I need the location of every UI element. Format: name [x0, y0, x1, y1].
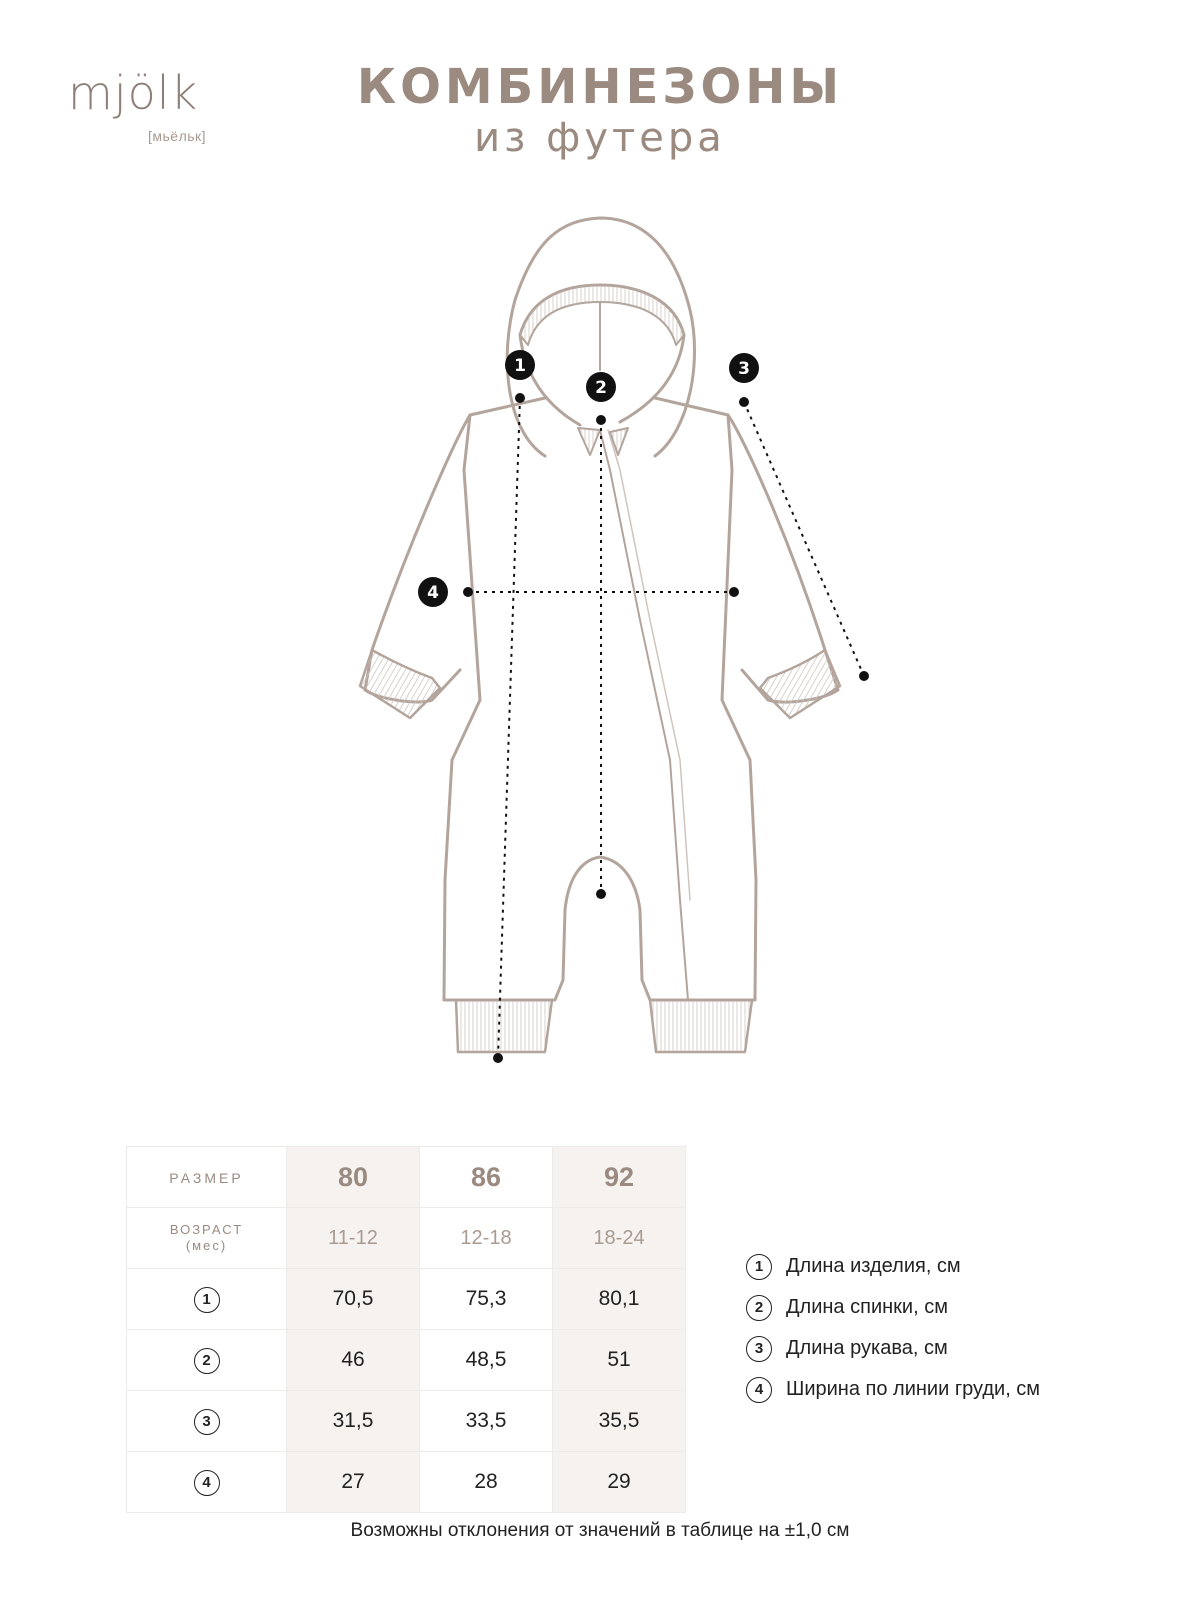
table-cell: 29: [553, 1452, 686, 1513]
legend-text: Длина изделия, см: [786, 1255, 961, 1277]
marker-3: [729, 353, 759, 383]
table-cell: 80,1: [553, 1269, 686, 1330]
age-header: [127, 1208, 287, 1269]
marker-2: [586, 372, 616, 402]
table-cell: 70,5: [287, 1269, 420, 1330]
size-value: 86: [470, 1161, 502, 1192]
marker-1: [505, 350, 535, 380]
table-cell: 46: [287, 1330, 420, 1391]
tolerance-note: Возможны отклонения от значений в таблице на ±1,0 см: [350, 1520, 850, 1541]
table-cell: 51: [553, 1330, 686, 1391]
size-cell: [420, 1147, 553, 1208]
age-value: 11-12: [328, 1227, 378, 1249]
table-cell: 75,3: [420, 1269, 553, 1330]
row-badge: 3: [194, 1409, 220, 1435]
legend-badge: 3: [746, 1336, 772, 1362]
size-table: [126, 1146, 686, 1513]
legend-item: [746, 1328, 1166, 1369]
hood-rib: [520, 285, 684, 345]
row-badge: 4: [194, 1470, 220, 1496]
row-marker: [127, 1330, 287, 1391]
table-row-ages: [127, 1208, 686, 1269]
legend-badge: 4: [746, 1377, 772, 1403]
right-leg-cuff: [650, 1000, 752, 1052]
table-cell: 28: [420, 1452, 553, 1513]
legend-item: [746, 1246, 1166, 1287]
marker-1-label: 1: [514, 356, 526, 376]
row-badge: 1: [194, 1287, 220, 1313]
marker-4: [418, 577, 448, 607]
table-cell: 35,5: [553, 1391, 686, 1452]
right-cuff: [760, 650, 840, 718]
size-cell: [553, 1147, 686, 1208]
age-label: ВОЗРАСТ: [169, 1222, 244, 1237]
size-header: [127, 1147, 287, 1208]
left-cuff: [360, 650, 440, 718]
age-cell: [553, 1208, 686, 1269]
table-cell: 48,5: [420, 1330, 553, 1391]
table-row: [127, 1391, 686, 1452]
marker-3-label: 3: [738, 359, 750, 379]
row-marker: [127, 1269, 287, 1330]
title-main: КОМБИНЕЗОНЫ: [356, 59, 844, 115]
row-marker: [127, 1452, 287, 1513]
legend-text: Ширина по линии груди, см: [786, 1378, 1041, 1400]
age-value: 18-24: [593, 1227, 645, 1249]
legend-badge: 2: [746, 1295, 772, 1321]
title-sub: из футера: [474, 115, 726, 161]
size-value: 80: [337, 1161, 369, 1192]
age-value: 12-18: [460, 1227, 512, 1249]
legend-text: Длина рукава, см: [786, 1337, 948, 1359]
brand-name: mjölk: [68, 66, 199, 120]
table-cell: 33,5: [420, 1391, 553, 1452]
legend-item: [746, 1369, 1166, 1410]
left-leg-cuff: [456, 1000, 552, 1052]
measure-line-3: [744, 402, 864, 676]
marker-2-label: 2: [595, 378, 607, 398]
measure-line-1: [498, 398, 520, 1058]
legend-badge: 1: [746, 1254, 772, 1280]
table-row: [127, 1330, 686, 1391]
marker-4-label: 4: [427, 583, 439, 603]
size-cell: [287, 1147, 420, 1208]
age-unit: (мес): [185, 1238, 228, 1253]
size-value: 92: [603, 1161, 635, 1192]
table-cell: 27: [287, 1452, 420, 1513]
table-row-sizes: [127, 1147, 686, 1208]
legend-item: [746, 1287, 1166, 1328]
row-badge: 2: [194, 1348, 220, 1374]
age-cell: [287, 1208, 420, 1269]
legend-text: Длина спинки, см: [786, 1296, 948, 1318]
table-cell: 31,5: [287, 1391, 420, 1452]
age-cell: [420, 1208, 553, 1269]
zipper: [600, 430, 688, 1000]
table-row: [127, 1452, 686, 1513]
row-marker: [127, 1391, 287, 1452]
body-outline: [444, 398, 756, 1000]
size-label: РАЗМЕР: [169, 1170, 244, 1186]
table-row: [127, 1269, 686, 1330]
measurement-legend: [746, 1246, 1166, 1410]
brand-transcription: [мьёльк]: [148, 128, 207, 144]
